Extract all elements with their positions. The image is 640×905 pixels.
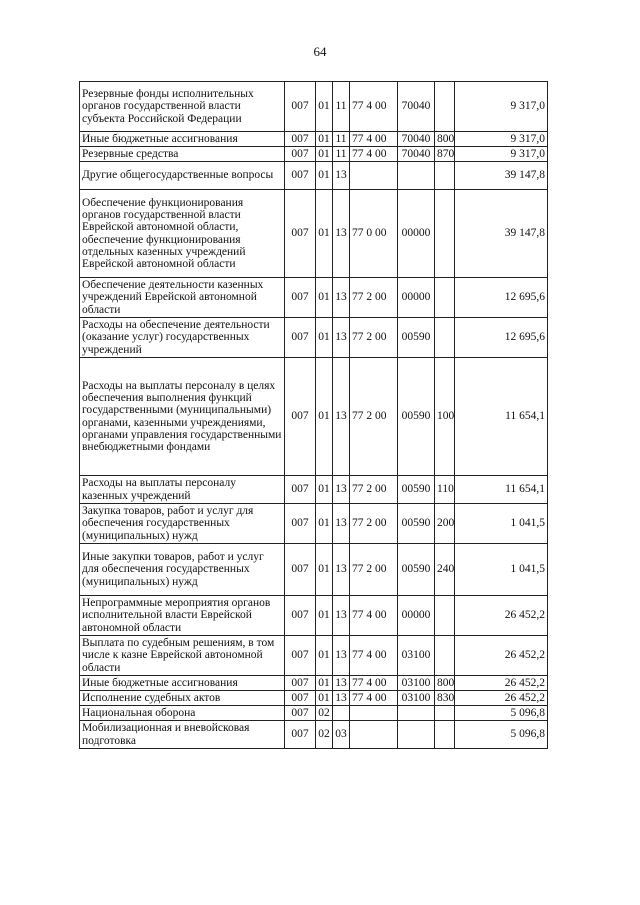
- table-row: [80, 636, 548, 676]
- subsection-code: 03: [333, 721, 350, 749]
- amount-value: 1 041,5: [455, 504, 548, 544]
- direction-code: 00000: [398, 190, 435, 278]
- ministry-code: 007: [285, 190, 316, 278]
- section-code: 01: [316, 318, 333, 358]
- amount-value: 26 452,2: [455, 676, 548, 691]
- ministry-code: 007: [285, 721, 316, 749]
- expense-type-code: [435, 318, 455, 358]
- direction-code: 00000: [398, 278, 435, 318]
- amount-value: 26 452,2: [455, 636, 548, 676]
- expense-type-code: 800: [435, 132, 455, 147]
- expense-type-code: [435, 190, 455, 278]
- row-name: Расходы на обеспечение деятельности (оказание услуг) государственных учреждений: [80, 318, 285, 358]
- subsection-code: [333, 706, 350, 721]
- table-row: [80, 278, 548, 318]
- table-row: [80, 162, 548, 190]
- section-code: 01: [316, 504, 333, 544]
- amount-value: 5 096,8: [455, 721, 548, 749]
- section-code: 01: [316, 691, 333, 706]
- amount-value: 12 695,6: [455, 278, 548, 318]
- direction-code: 70040: [398, 82, 435, 132]
- section-code: 01: [316, 636, 333, 676]
- row-name: Расходы на выплаты персоналу казенных учреждений: [80, 476, 285, 504]
- expense-type-code: 110: [435, 476, 455, 504]
- table-row: [80, 544, 548, 596]
- expense-type-code: [435, 636, 455, 676]
- direction-code: 00000: [398, 596, 435, 636]
- row-name: Резервные средства: [80, 147, 285, 162]
- table-row: [80, 318, 548, 358]
- ministry-code: 007: [285, 278, 316, 318]
- direction-code: 00590: [398, 476, 435, 504]
- expense-type-code: 830: [435, 691, 455, 706]
- table-row: [80, 706, 548, 721]
- direction-code: [398, 721, 435, 749]
- table-row: [80, 691, 548, 706]
- direction-code: 70040: [398, 147, 435, 162]
- direction-code: 03100: [398, 676, 435, 691]
- subsection-code: 13: [333, 162, 350, 190]
- row-name: Исполнение судебных актов: [80, 691, 285, 706]
- expense-type-code: 200: [435, 504, 455, 544]
- row-name: Другие общегосударственные вопросы: [80, 162, 285, 190]
- row-name: Выплата по судебным решениям, в том числе к казне Еврейской автономной области: [80, 636, 285, 676]
- row-name: Расходы на выплаты персоналу в целях обеспечения выполнения функций государственными (муниципальными) органами, казенными учреждениями, органами управления государственными внебюджетными фондами: [80, 358, 285, 476]
- row-name: Закупка товаров, работ и услуг для обеспечения государственных (муниципальных) нужд: [80, 504, 285, 544]
- ministry-code: 007: [285, 162, 316, 190]
- subsection-code: 13: [333, 636, 350, 676]
- section-code: 01: [316, 82, 333, 132]
- section-code: 01: [316, 544, 333, 596]
- table-row: [80, 190, 548, 278]
- row-name: Национальная оборона: [80, 706, 285, 721]
- program-code: [350, 721, 398, 749]
- subsection-code: 13: [333, 544, 350, 596]
- row-name: Иные бюджетные ассигнования: [80, 676, 285, 691]
- row-name: Обеспечение функционирования органов государственной власти Еврейской автономной области, обеспечение функционирования отдельных казенных учреждений Еврейской автономной области: [80, 190, 285, 278]
- program-code: 77 4 00: [350, 676, 398, 691]
- program-code: 77 4 00: [350, 636, 398, 676]
- amount-value: 39 147,8: [455, 190, 548, 278]
- section-code: 01: [316, 676, 333, 691]
- direction-code: 03100: [398, 636, 435, 676]
- section-code: 01: [316, 358, 333, 476]
- row-name: Непрограммные мероприятия органов исполнительной власти Еврейской автономной области: [80, 596, 285, 636]
- expense-type-code: [435, 278, 455, 318]
- amount-value: 9 317,0: [455, 82, 548, 132]
- program-code: 77 2 00: [350, 358, 398, 476]
- direction-code: 00590: [398, 318, 435, 358]
- ministry-code: 007: [285, 636, 316, 676]
- ministry-code: 007: [285, 476, 316, 504]
- direction-code: 70040: [398, 132, 435, 147]
- program-code: 77 2 00: [350, 476, 398, 504]
- subsection-code: 13: [333, 358, 350, 476]
- amount-value: 5 096,8: [455, 706, 548, 721]
- direction-code: [398, 162, 435, 190]
- section-code: 01: [316, 190, 333, 278]
- section-code: 01: [316, 132, 333, 147]
- amount-value: 1 041,5: [455, 544, 548, 596]
- section-code: 02: [316, 721, 333, 749]
- subsection-code: 13: [333, 476, 350, 504]
- ministry-code: 007: [285, 318, 316, 358]
- program-code: 77 4 00: [350, 596, 398, 636]
- expense-type-code: 100: [435, 358, 455, 476]
- table-row: [80, 82, 548, 132]
- amount-value: 39 147,8: [455, 162, 548, 190]
- program-code: [350, 162, 398, 190]
- section-code: 01: [316, 162, 333, 190]
- row-name: Обеспечение деятельности казенных учреждений Еврейской автономной области: [80, 278, 285, 318]
- subsection-code: 13: [333, 318, 350, 358]
- section-code: 01: [316, 476, 333, 504]
- program-code: [350, 706, 398, 721]
- ministry-code: 007: [285, 706, 316, 721]
- ministry-code: 007: [285, 132, 316, 147]
- direction-code: 03100: [398, 691, 435, 706]
- page-number: 64: [313, 44, 327, 59]
- subsection-code: 13: [333, 278, 350, 318]
- program-code: 77 2 00: [350, 318, 398, 358]
- program-code: 77 4 00: [350, 82, 398, 132]
- section-code: 01: [316, 278, 333, 318]
- amount-value: 11 654,1: [455, 476, 548, 504]
- table-row: [80, 147, 548, 162]
- ministry-code: 007: [285, 596, 316, 636]
- ministry-code: 007: [285, 544, 316, 596]
- direction-code: 00590: [398, 504, 435, 544]
- amount-value: 9 317,0: [455, 147, 548, 162]
- table-row: [80, 676, 548, 691]
- direction-code: 00590: [398, 358, 435, 476]
- ministry-code: 007: [285, 504, 316, 544]
- expense-type-code: [435, 596, 455, 636]
- ministry-code: 007: [285, 676, 316, 691]
- program-code: 77 4 00: [350, 691, 398, 706]
- table-row: [80, 504, 548, 544]
- program-code: 77 2 00: [350, 504, 398, 544]
- program-code: 77 4 00: [350, 132, 398, 147]
- amount-value: 9 317,0: [455, 132, 548, 147]
- table-row: [80, 132, 548, 147]
- subsection-code: 13: [333, 691, 350, 706]
- expense-type-code: 870: [435, 147, 455, 162]
- row-name: Иные закупки товаров, работ и услуг для обеспечения государственных (муниципальных) нужд: [80, 544, 285, 596]
- table-row: [80, 476, 548, 504]
- amount-value: 26 452,2: [455, 596, 548, 636]
- program-code: 77 2 00: [350, 278, 398, 318]
- amount-value: 11 654,1: [455, 358, 548, 476]
- subsection-code: 11: [333, 147, 350, 162]
- program-code: 77 4 00: [350, 147, 398, 162]
- subsection-code: 13: [333, 596, 350, 636]
- expense-type-code: 800: [435, 676, 455, 691]
- subsection-code: 11: [333, 132, 350, 147]
- expense-type-code: [435, 706, 455, 721]
- row-name: Резервные фонды исполнительных органов государственной власти субъекта Российской Федерации: [80, 82, 285, 132]
- row-name: Мобилизационная и вневойсковая подготовка: [80, 721, 285, 749]
- program-code: 77 2 00: [350, 544, 398, 596]
- table-row: [80, 596, 548, 636]
- amount-value: 12 695,6: [455, 318, 548, 358]
- subsection-code: 11: [333, 82, 350, 132]
- amount-value: 26 452,2: [455, 691, 548, 706]
- program-code: 77 0 00: [350, 190, 398, 278]
- expense-type-code: 240: [435, 544, 455, 596]
- section-code: 01: [316, 147, 333, 162]
- subsection-code: 13: [333, 190, 350, 278]
- subsection-code: 13: [333, 504, 350, 544]
- expense-type-code: [435, 162, 455, 190]
- direction-code: 00590: [398, 544, 435, 596]
- table-row: [80, 721, 548, 749]
- section-code: 02: [316, 706, 333, 721]
- table-body: [80, 82, 548, 749]
- direction-code: [398, 706, 435, 721]
- table-row: [80, 358, 548, 476]
- ministry-code: 007: [285, 82, 316, 132]
- row-name: Иные бюджетные ассигнования: [80, 132, 285, 147]
- ministry-code: 007: [285, 691, 316, 706]
- section-code: 01: [316, 596, 333, 636]
- ministry-code: 007: [285, 358, 316, 476]
- budget-table: [79, 81, 548, 749]
- subsection-code: 13: [333, 676, 350, 691]
- expense-type-code: [435, 82, 455, 132]
- ministry-code: 007: [285, 147, 316, 162]
- expense-type-code: [435, 721, 455, 749]
